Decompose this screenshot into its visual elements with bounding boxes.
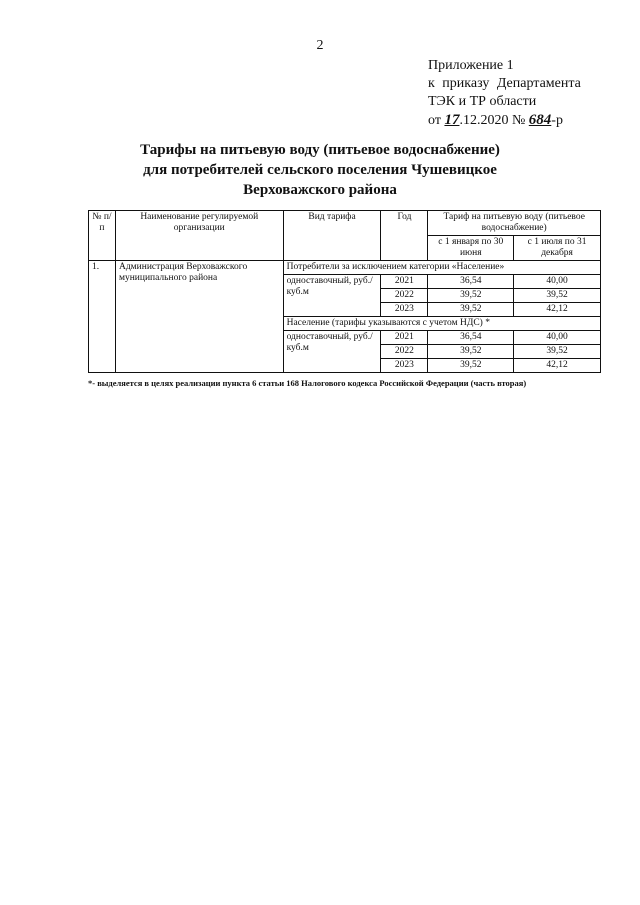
header-num: № п/п bbox=[89, 211, 116, 261]
header-tariff: Тариф на питьевую воду (питьевое водоснабжение) bbox=[428, 211, 601, 236]
year-cell: 2022 bbox=[381, 289, 428, 303]
title-line-1: Тарифы на питьевую воду (питьевое водоснабжение) bbox=[140, 142, 500, 158]
annex-date-day: 17 bbox=[444, 112, 460, 128]
tariff-h2-cell: 39,52 bbox=[514, 345, 601, 359]
row-number: 1. bbox=[89, 261, 116, 373]
annex-department: ТЭК и ТР области bbox=[428, 94, 537, 109]
header-period-2: с 1 июля по 31 декабря bbox=[514, 236, 601, 261]
annex-date-rest: .12.2020 № bbox=[459, 113, 526, 128]
tariff-h2-cell: 40,00 bbox=[514, 331, 601, 345]
page-number: 2 bbox=[316, 38, 324, 53]
tariff-h1-cell: 36,54 bbox=[428, 275, 514, 289]
tariff-h1-cell: 39,52 bbox=[428, 359, 514, 373]
title-line-3: Верховажского района bbox=[243, 182, 397, 198]
annex-order-suffix: -р bbox=[551, 113, 563, 128]
tariff-h2-cell: 39,52 bbox=[514, 289, 601, 303]
tariff-h2-cell: 42,12 bbox=[514, 359, 601, 373]
tariff-h1-cell: 39,52 bbox=[428, 289, 514, 303]
year-cell: 2021 bbox=[381, 331, 428, 345]
year-cell: 2022 bbox=[381, 345, 428, 359]
year-cell: 2023 bbox=[381, 303, 428, 317]
tariff-h1-cell: 39,52 bbox=[428, 345, 514, 359]
annex-date-prefix: от bbox=[428, 113, 441, 128]
tariff-h2-cell: 40,00 bbox=[514, 275, 601, 289]
tariff-type: одноставочный, руб./куб.м bbox=[283, 275, 381, 317]
tariff-type: одноставочный, руб./куб.м bbox=[283, 331, 381, 373]
group-label: Потребители за исключением категории «Население» bbox=[283, 261, 600, 275]
header-period-1: с 1 января по 30 июня bbox=[428, 236, 514, 261]
document-title bbox=[0, 140, 640, 200]
year-cell: 2021 bbox=[381, 275, 428, 289]
annex-date-line bbox=[428, 111, 628, 130]
annex-block bbox=[428, 57, 628, 130]
tariff-table bbox=[88, 210, 601, 373]
annex-order-number: 684 bbox=[528, 112, 552, 128]
annex-title: Приложение 1 bbox=[428, 58, 514, 73]
annex-order-ref: к приказу Департамента bbox=[428, 76, 581, 91]
header-type: Вид тарифа bbox=[283, 211, 381, 261]
group-label: Население (тарифы указываются с учетом НДС) * bbox=[283, 317, 600, 331]
footnote: *- выделяется в целях реализации пункта 6 статьи 168 Налогового кодекса Российской Федерации (часть вторая) bbox=[88, 378, 527, 388]
title-line-2: для потребителей сельского поселения Чушевицкое bbox=[143, 162, 497, 178]
tariff-h1-cell: 36,54 bbox=[428, 331, 514, 345]
tariff-h1-cell: 39,52 bbox=[428, 303, 514, 317]
tariff-h2-cell: 42,12 bbox=[514, 303, 601, 317]
year-cell: 2023 bbox=[381, 359, 428, 373]
header-org: Наименование регулируемой организации bbox=[115, 211, 283, 261]
header-year: Год bbox=[381, 211, 428, 261]
org-name: Администрация Верховажского муниципального района bbox=[115, 261, 283, 373]
